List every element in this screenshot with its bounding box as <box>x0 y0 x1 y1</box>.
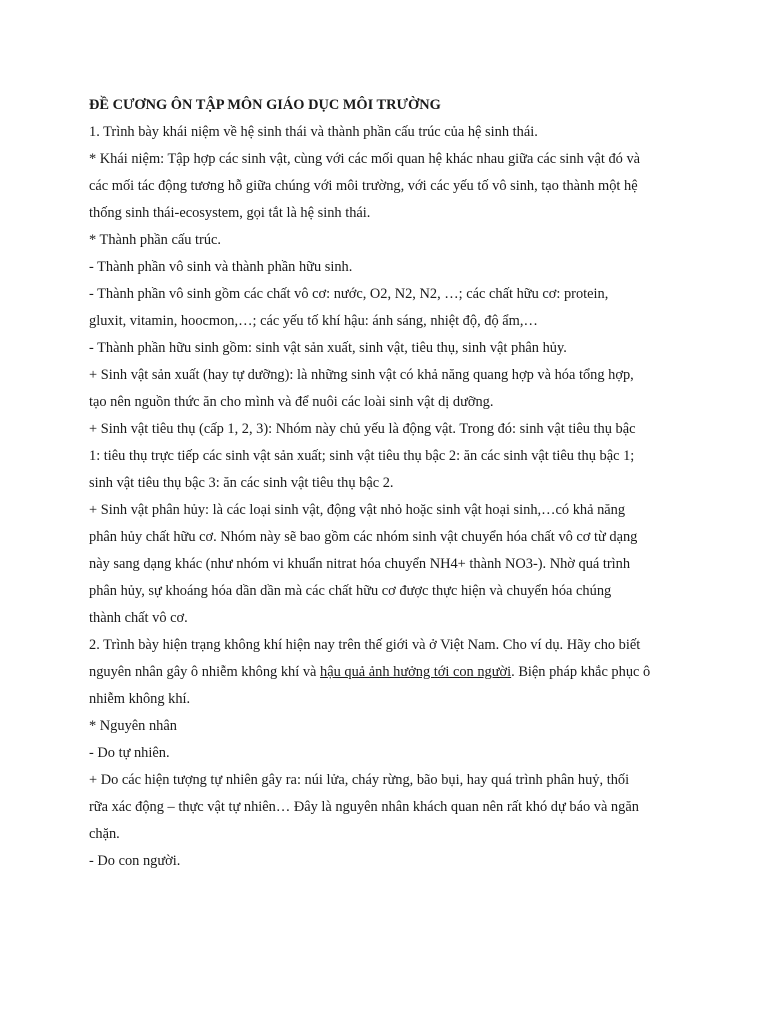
paragraph-line: tạo nên nguồn thức ăn cho mình và để nuôi các loài sinh vật dị dưỡng. <box>89 394 494 410</box>
paragraph-line: thống sinh thái-ecosystem, gọi tắt là hệ sinh thái. <box>89 205 371 221</box>
paragraph-line: rữa xác động – thực vật tự nhiên… Đây là nguyên nhân khách quan nên rất khó dự báo và ngăn <box>89 799 639 815</box>
paragraph-line: 1: tiêu thụ trực tiếp các sinh vật sản xuất; sinh vật tiêu thụ bậc 2: ăn các sinh vật tiêu thụ bậc 1; <box>89 448 635 464</box>
paragraph-line: + Sinh vật tiêu thụ (cấp 1, 2, 3): Nhóm này chủ yếu là động vật. Trong đó: sinh vật tiêu thụ bậc <box>89 421 636 437</box>
cause-prefix: nguyên nhân gây ô nhiễm không khí và <box>89 664 321 680</box>
paragraph-line: - Thành phần vô sinh và thành phần hữu sinh. <box>89 259 353 275</box>
paragraph-line: nhiễm không khí. <box>89 691 191 707</box>
paragraph-line: - Do con người. <box>89 853 181 869</box>
document-title: ĐỀ CƯƠNG ÔN TẬP MÔN GIÁO DỤC MÔI TRƯỜNG <box>89 97 441 113</box>
paragraph-line: * Thành phần cấu trúc. <box>89 232 222 248</box>
question-1: 1. Trình bày khái niệm về hệ sinh thái và thành phần cấu trúc của hệ sinh thái. <box>89 124 538 140</box>
document-body <box>89 92 683 875</box>
paragraph-line: + Do các hiện tượng tự nhiên gây ra: núi lửa, cháy rừng, bão bụi, hay quá trình phân huỷ, thối <box>89 772 630 788</box>
section-heading-cause: * Nguyên nhân <box>89 718 177 734</box>
paragraph-line-cause <box>89 659 683 686</box>
paragraph-line: phân hủy, sự khoáng hóa dần dần mà các chất hữu cơ được thực hiện và chuyển hóa chúng <box>89 583 612 599</box>
cause-suffix: . Biện pháp khắc phục ô <box>511 664 651 680</box>
paragraph-line: - Do tự nhiên. <box>89 745 170 761</box>
question-2: 2. Trình bày hiện trạng không khí hiện nay trên thế giới và ở Việt Nam. Cho ví dụ. Hãy cho biết <box>89 637 641 653</box>
underlined-phrase: hậu quả ảnh hưởng tới con người <box>320 664 512 680</box>
paragraph-line: * Khái niệm: Tập hợp các sinh vật, cùng với các mối quan hệ khác nhau giữa các sinh vật đó và <box>89 151 641 167</box>
paragraph-line: gluxit, vitamin, hoocmon,…; các yếu tố khí hậu: ánh sáng, nhiệt độ, độ ẩm,… <box>89 313 538 329</box>
paragraph-line: này sang dạng khác (như nhóm vi khuẩn nitrat hóa chuyển NH4+ thành NO3-). Nhờ quá trình <box>89 556 631 572</box>
paragraph-line: các mối tác động tương hỗ giữa chúng với môi trường, với các yếu tố vô sinh, tạo thành một hệ <box>89 178 638 194</box>
paragraph-line: + Sinh vật sản xuất (hay tự dưỡng): là những sinh vật có khả năng quang hợp và hóa tổng hợp, <box>89 367 634 383</box>
paragraph-line: - Thành phần vô sinh gồm các chất vô cơ: nước, O2, N2, N2, …; các chất hữu cơ: protein, <box>89 286 609 302</box>
paragraph-line: + Sinh vật phân hủy: là các loại sinh vật, động vật nhỏ hoặc sinh vật hoại sinh,…có khả năng <box>89 502 626 518</box>
paragraph-line: sinh vật tiêu thụ bậc 3: ăn các sinh vật tiêu thụ bậc 2. <box>89 475 394 491</box>
paragraph-line: phân hủy chất hữu cơ. Nhóm này sẽ bao gồm các nhóm sinh vật chuyển hóa chất vô cơ từ dạng <box>89 529 638 545</box>
paragraph-line: chặn. <box>89 826 120 842</box>
paragraph-line: thành chất vô cơ. <box>89 610 188 626</box>
paragraph-line: - Thành phần hữu sinh gồm: sinh vật sản xuất, sinh vật, tiêu thụ, sinh vật phân hủy. <box>89 340 567 356</box>
